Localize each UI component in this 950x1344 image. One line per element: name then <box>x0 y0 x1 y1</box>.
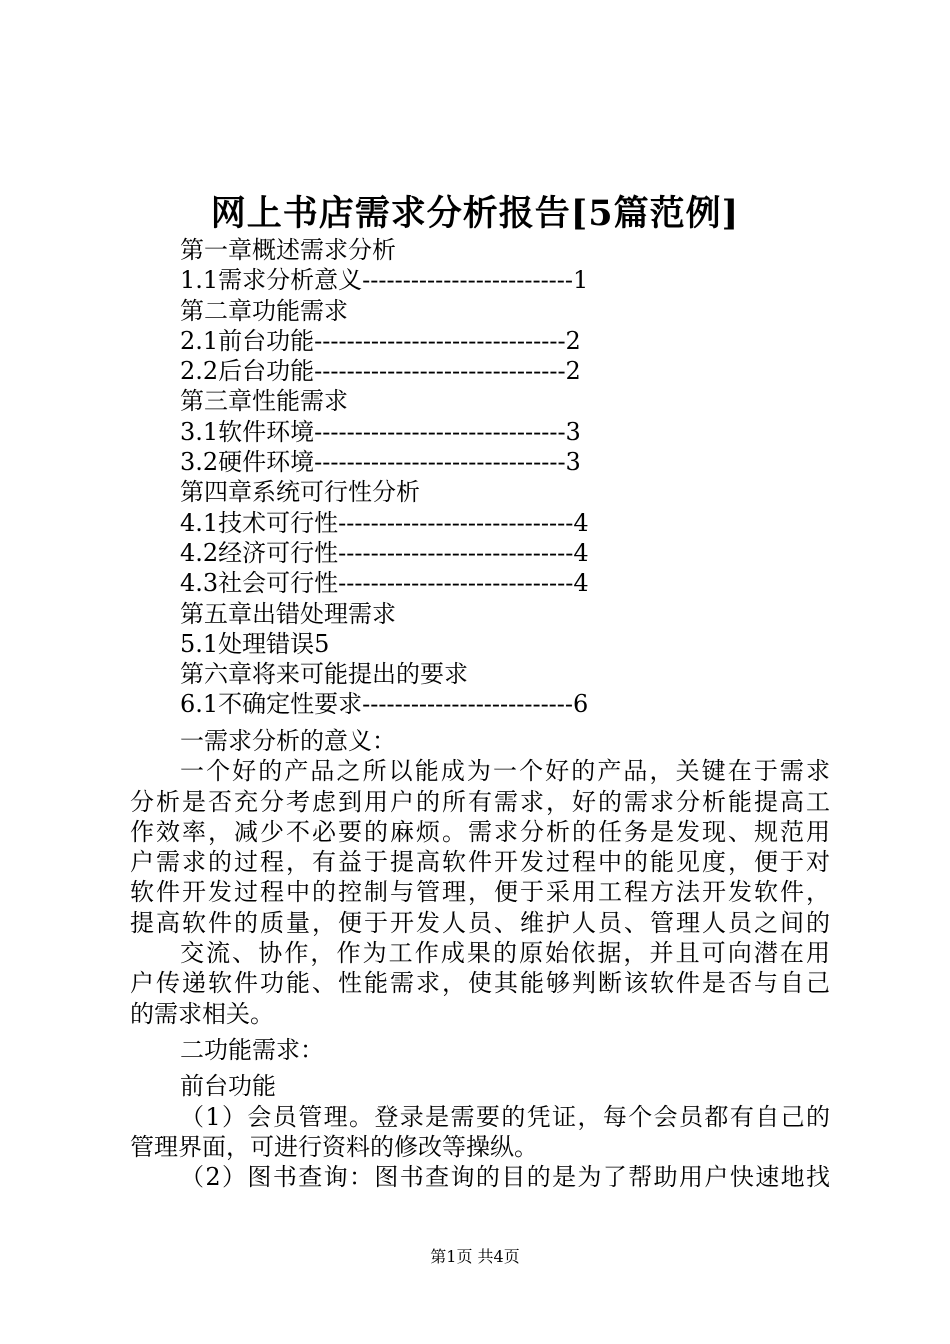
toc-entry-5-1: 5.1处理错误5 <box>180 629 330 658</box>
document-body <box>130 726 830 1192</box>
toc-entry-4-1: 4.1技术可行性-----------------------------4 <box>180 508 589 537</box>
paragraph-line: 交流、协作，作为工作成果的原始依据，并且可向潜在用 <box>180 939 830 968</box>
list-item-member-management <box>130 1102 830 1163</box>
toc-entry-3-2: 3.2硬件环境-------------------------------3 <box>180 448 581 477</box>
paragraph-line: 分析是否充分考虑到用户的所有需求，好的需求分析能提高工 <box>130 787 830 816</box>
paragraph-line: 管理界面，可进行资料的修改等操纵。 <box>130 1132 538 1161</box>
paragraph-line: 户需求的过程，有益于提高软件开发过程中的能见度，便于对 <box>130 848 830 877</box>
paragraph-line: 作效率，减少不必要的麻烦。需求分析的任务是发现、规范用 <box>130 817 830 846</box>
toc-entry-6-1: 6.1不确定性要求--------------------------6 <box>180 690 589 719</box>
toc-chapter-2: 第二章功能需求 <box>180 296 348 325</box>
section-heading-functional-requirements: 二功能需求： <box>180 1035 324 1064</box>
toc-chapter-1: 第一章概述需求分析 <box>180 236 396 264</box>
table-of-contents <box>180 235 589 720</box>
paragraph-line: （1）会员管理。登录是需要的凭证，每个会员都有自己的 <box>180 1102 830 1131</box>
section-heading-requirements-meaning: 一需求分析的意义： <box>180 727 396 755</box>
toc-chapter-5: 第五章出错处理需求 <box>180 599 396 628</box>
toc-chapter-3: 第三章性能需求 <box>180 387 348 416</box>
paragraph-line: 提高软件的质量，便于开发人员、维护人员、管理人员之间的 <box>130 908 830 937</box>
subsection-heading-frontend: 前台功能 <box>180 1072 276 1101</box>
paragraph-line: （2）图书查询：图书查询的目的是为了帮助用户快速地找 <box>180 1163 830 1192</box>
paragraph-communication <box>130 938 830 1029</box>
paragraph-line: 户传递软件功能、性能需求，使其能够判断该软件是否与自己 <box>130 969 830 998</box>
paragraph-requirements-meaning <box>130 756 830 938</box>
toc-entry-4-2: 4.2经济可行性-----------------------------4 <box>180 538 589 567</box>
toc-chapter-4: 第四章系统可行性分析 <box>180 478 420 507</box>
paragraph-line: 一个好的产品之所以能成为一个好的产品，关键在于需求 <box>180 757 830 786</box>
toc-chapter-6: 第六章将来可能提出的要求 <box>180 660 468 689</box>
toc-entry-3-1: 3.1软件环境-------------------------------3 <box>180 417 581 446</box>
toc-entry-2-2: 2.2后台功能-------------------------------2 <box>180 357 581 386</box>
paragraph-line: 的需求相关。 <box>130 999 274 1028</box>
toc-entry-2-1: 2.1前台功能-------------------------------2 <box>180 326 581 355</box>
toc-entry-1-1: 1.1需求分析意义--------------------------1 <box>180 266 589 295</box>
page-footer: 第1页 共4页 <box>430 1247 520 1266</box>
document-title: 网上书店需求分析报告[5篇范例] <box>210 193 740 234</box>
paragraph-line: 软件开发过程中的控制与管理，便于采用工程方法开发软件， <box>130 878 830 907</box>
list-item-book-search <box>130 1162 830 1192</box>
toc-entry-4-3: 4.3社会可行性-----------------------------4 <box>180 569 589 598</box>
